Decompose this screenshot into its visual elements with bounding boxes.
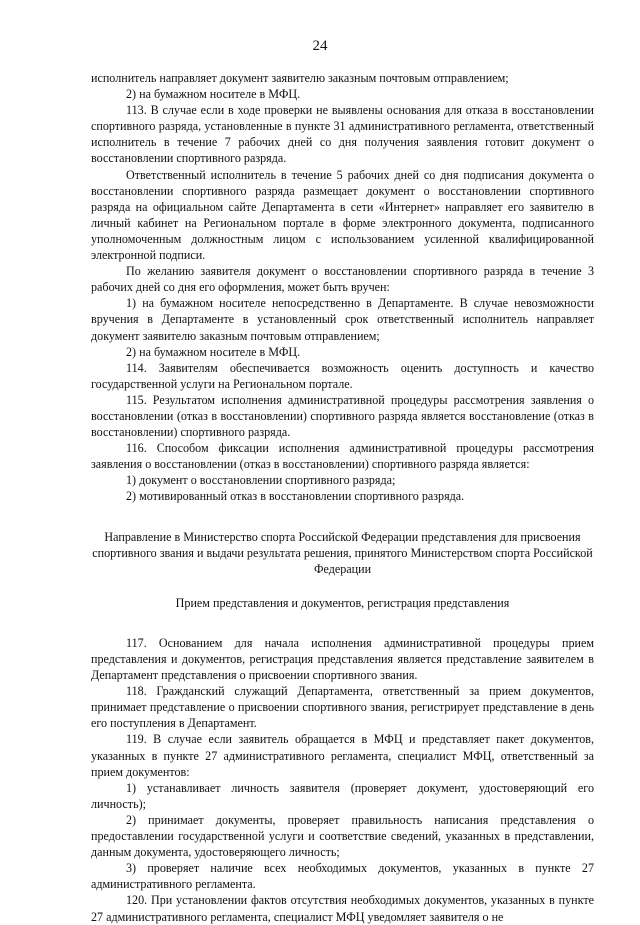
- page-number: 24: [312, 38, 328, 54]
- list-item: 2) мотивированный отказ в восстановлении спортивного разряда.: [126, 489, 465, 504]
- paragraph-115: 115. Результатом исполнения административной процедуры рассмотрения заявления о восстановлении (отказ в восстановлении) спортивного разряда является восстановление (отказ в восстановлении) спортивного разряда.: [91, 392, 594, 440]
- list-item: 1) документ о восстановлении спортивного разряда;: [126, 473, 396, 488]
- section-heading: Направление в Министерство спорта Российской Федерации представления для присвоения спортивного звания и выдачи результата решения, принятого Министерством спорта Российской Федерации: [92, 529, 593, 576]
- paragraph-116: 116. Способом фиксации исполнения административной процедуры рассмотрения заявления о восстановлении (отказ в восстановлении) спортивного разряда является:: [91, 441, 594, 472]
- paragraph-continuation: исполнитель направляет документ заявителю заказным почтовым отправлением;: [91, 71, 509, 85]
- list-item: 1) устанавливает личность заявителя (проверяет документ, удостоверяющий его личность);: [91, 780, 594, 811]
- list-item: 2) принимает документы, проверяет правильность написания представления о предоставлении государственной услуги и соответствие сведений, указанных в представлении, данным документа, удостоверяющего личность;: [91, 812, 594, 860]
- paragraph-120: 120. При установлении фактов отсутствия необходимых документов, указанных в пункте 27 административного регламента, специалист МФЦ уведомляет заявителя о не: [91, 893, 594, 924]
- paragraph: Ответственный исполнитель в течение 5 рабочих дней со дня подписания документа о восстановлении спортивного разряда размещает документ о восстановлении спортивного разряда на официальном сайте Департамента в сети «Интернет» направляет его заявителю в личный кабинет на Региональном портале в форме электронного документа, подписанного уполномоченным должностным лицом с использованием усиленной квалифицированной электронной подписи.: [91, 167, 594, 263]
- list-item: 2) на бумажном носителе в МФЦ.: [126, 344, 301, 359]
- paragraph: По желанию заявителя документ о восстановлении спортивного разряда в течение 3 рабочих дней со дня его оформления, может быть вручен:: [91, 264, 594, 295]
- page-body: [91, 70, 594, 925]
- paragraph-117: 117. Основанием для начала исполнения административной процедуры прием представления и документов, регистрация представления является представление заявителем в Департамент представления о присвоении спортивного звания.: [91, 635, 594, 683]
- list-item: 1) на бумажном носителе непосредственно в Департаменте. В случае невозможности вручения в Департаменте в установленный срок ответственный исполнитель направляет документ заявителю заказным почтовым отправлением;: [91, 296, 594, 343]
- spacer: [91, 577, 594, 595]
- spacer: [91, 611, 594, 635]
- paragraph-119: 119. В случае если заявитель обращается в МФЦ и представляет пакет документов, указанных в пункте 27 административного регламента, специалист МФЦ, ответственный за прием документов:: [91, 732, 594, 779]
- paragraph-118: 118. Гражданский служащий Департамента, ответственный за прием документов, принимает представление о присвоении спортивного звания, регистрирует представление в день его поступления в Департамент.: [91, 684, 594, 731]
- paragraph-114: 114. Заявителям обеспечивается возможность оценить доступность и качество государственной услуги на Региональном портале.: [91, 360, 594, 391]
- paragraph-113: 113. В случае если в ходе проверки не выявлены основания для отказа в восстановлении спортивного разряда, установленные в пункте 31 административного регламента, ответственный исполнитель в течение 7 рабочих дней со дня получения заявления готовит документ о восстановлении спортивного разряда.: [91, 103, 594, 166]
- list-item: 2) на бумажном носителе в МФЦ.: [126, 87, 301, 102]
- list-item: 3) проверяет наличие всех необходимых документов, указанных в пункте 27 административного регламента.: [91, 861, 594, 892]
- subsection-heading: Прием представления и документов, регистрация представления: [175, 595, 510, 610]
- spacer: [91, 505, 594, 529]
